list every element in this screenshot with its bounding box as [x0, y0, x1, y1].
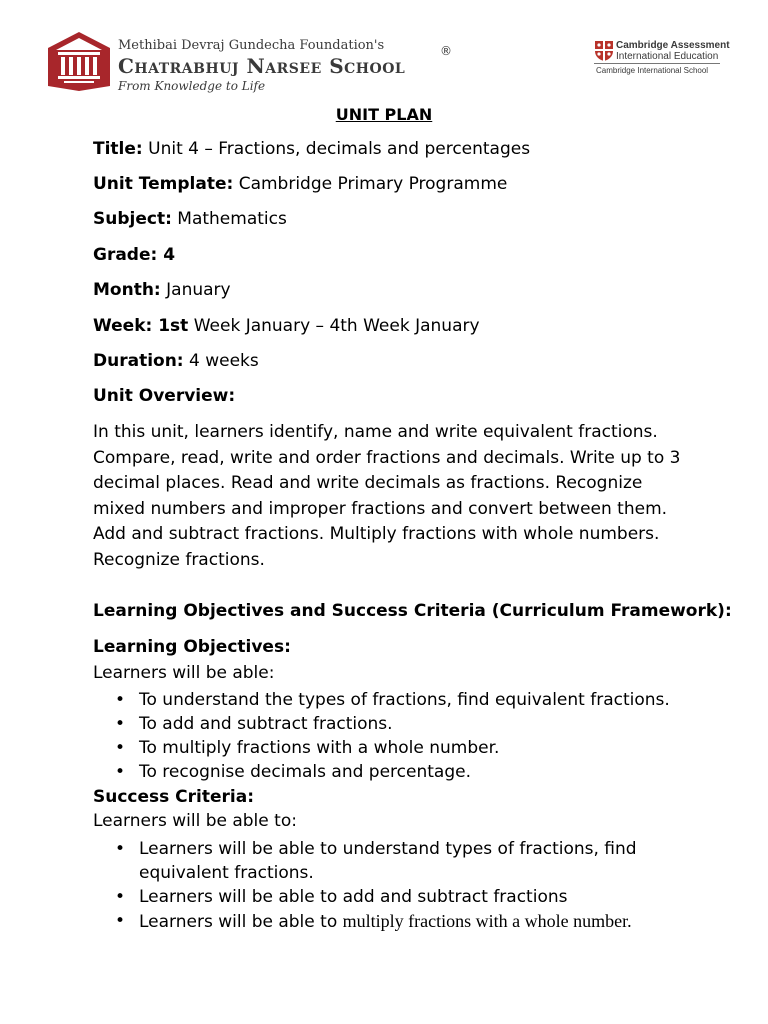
- cambridge-line-1: Cambridge Assessment: [616, 40, 730, 51]
- bullet-icon: •: [115, 714, 126, 734]
- learning-objectives-heading: Learning Objectives:: [93, 637, 291, 657]
- learning-objectives-intro: Learners will be able:: [93, 663, 275, 683]
- page-header: [0, 0, 768, 100]
- field-label: Duration:: [93, 351, 184, 371]
- school-name: Chatrabhuj Narsee School: [118, 54, 406, 78]
- list-item: [93, 736, 693, 760]
- success-criteria-heading: Success Criteria:: [93, 787, 255, 807]
- success-criteria-list: [93, 837, 693, 934]
- list-item: [93, 760, 693, 784]
- cambridge-shield-icon: [594, 40, 614, 62]
- field-month: [93, 277, 231, 303]
- field-value: 4 weeks: [183, 351, 259, 371]
- field-value: Week January – 4th Week January: [188, 316, 480, 336]
- school-identity: [118, 38, 452, 94]
- bullet-icon: •: [115, 839, 126, 859]
- document-title: UNIT PLAN: [335, 105, 433, 124]
- field-value: January: [160, 280, 231, 300]
- list-item: [93, 712, 693, 736]
- school-logo-icon: [46, 30, 112, 92]
- bullet-icon: •: [115, 887, 126, 907]
- bullet-icon: •: [115, 738, 126, 758]
- list-item: [93, 885, 693, 909]
- registered-mark: ®: [440, 44, 452, 58]
- list-item-text: To add and subtract fractions.: [139, 714, 393, 734]
- field-unit-template: [93, 171, 507, 197]
- field-label: Subject:: [93, 209, 172, 229]
- field-unit-overview: [93, 383, 235, 409]
- list-item-text: Learners will be able to understand types of fractions, find equivalent fractions.: [139, 839, 637, 883]
- bullet-icon: •: [115, 690, 126, 710]
- field-week: [93, 313, 480, 339]
- foundation-name: Methibai Devraj Gundecha Foundation's: [118, 38, 385, 53]
- objectives-heading: Learning Objectives and Success Criteria (Curriculum Framework):: [93, 601, 732, 621]
- list-item-text-prefix: Learners will be able to: [139, 912, 343, 932]
- field-value: Cambridge Primary Programme: [233, 174, 508, 194]
- list-item-text: To recognise decimals and percentage.: [139, 762, 471, 782]
- field-value: Unit 4 – Fractions, decimals and percentages: [142, 139, 531, 159]
- bullet-icon: •: [115, 911, 126, 931]
- list-item-text: Learners will be able to add and subtract fractions: [139, 887, 568, 907]
- field-subject: [93, 206, 287, 232]
- field-label: Unit Template:: [93, 174, 234, 194]
- bullet-icon: •: [115, 762, 126, 782]
- field-label: Month:: [93, 280, 161, 300]
- list-item-text: To understand the types of fractions, find equivalent fractions.: [139, 690, 670, 710]
- success-criteria-intro: Learners will be able to:: [93, 811, 297, 831]
- cambridge-line-3: Cambridge International School: [596, 66, 709, 75]
- field-duration: [93, 348, 259, 374]
- school-tagline: From Knowledge to Life: [118, 79, 266, 93]
- list-item: [93, 688, 693, 712]
- field-label: Title:: [93, 139, 143, 159]
- field-title: [93, 136, 530, 162]
- field-label: Week: 1st: [93, 316, 189, 336]
- cambridge-divider: [594, 63, 720, 64]
- field-grade: [93, 242, 175, 268]
- learning-objectives-list: [93, 688, 693, 784]
- cambridge-wordmark: [616, 40, 730, 62]
- list-item: [93, 837, 693, 885]
- field-value: Mathematics: [171, 209, 287, 229]
- field-label: Grade: 4: [93, 245, 176, 265]
- unit-overview-text: In this unit, learners identify, name and write equivalent fractions. Compare, read, write and order fractions and decimals. Write up to 3 decimal places. Read and write decimals as fractions. Recognize mixed numbers and improper fractions and convert between them. Add and subtract fractions. Multiply fractions with whole numbers. Recognize fractions.: [93, 422, 681, 570]
- list-item: [93, 909, 693, 934]
- field-label: Unit Overview:: [93, 386, 236, 406]
- list-item-text: To multiply fractions with a whole number.: [139, 738, 500, 758]
- cambridge-line-2: International Education: [616, 51, 719, 62]
- list-item-text-suffix: multiply fractions with a whole number.: [342, 911, 632, 931]
